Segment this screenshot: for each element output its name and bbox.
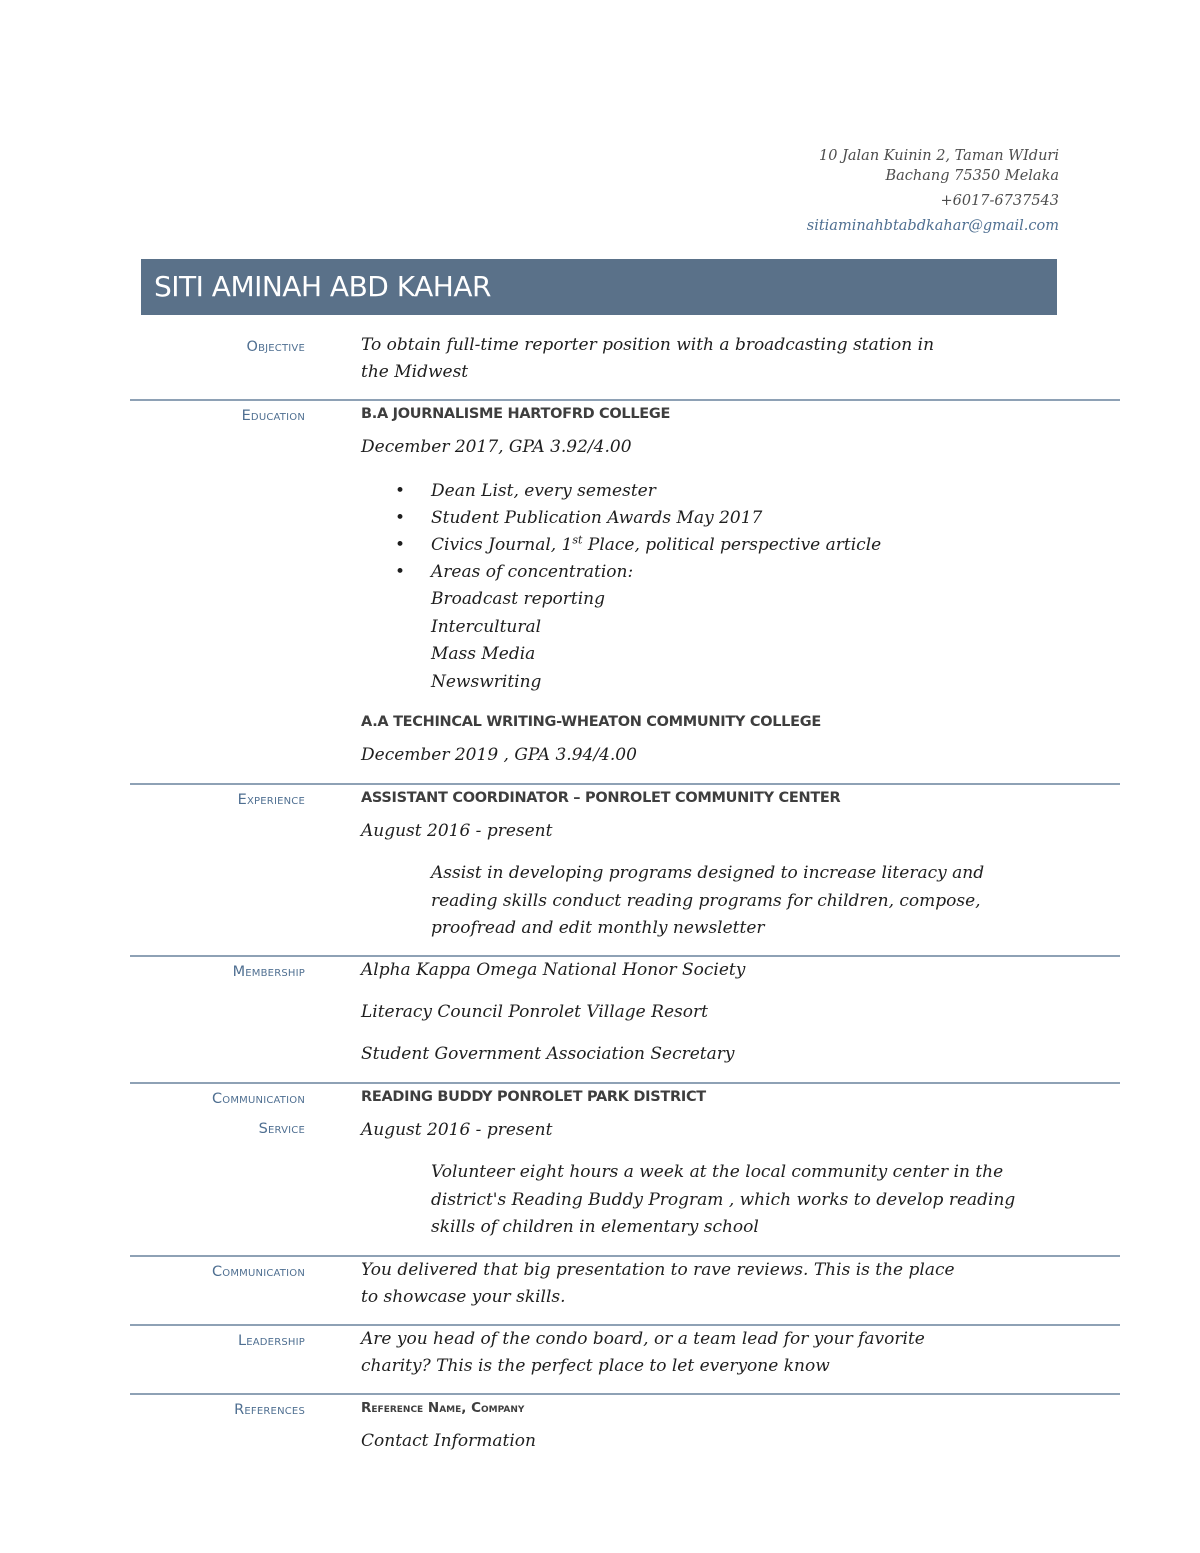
community-service-title: READING BUDDY PONROLET PARK DISTRICT — [361, 1089, 706, 1105]
leadership-text-line-2: charity? This is the perfect place to let everyone know — [361, 1356, 830, 1376]
education-label: Education — [241, 408, 305, 424]
community-service-desc-line: skills of children in elementary school — [431, 1217, 759, 1237]
experience-label: Experience — [237, 792, 305, 808]
degree-2-title: A.A TECHINCAL WRITING-WHEATON COMMUNITY COLLEGE — [361, 714, 821, 730]
membership-item: Student Government Association Secretary — [361, 1044, 735, 1064]
list-item: • Dean List, every semester — [361, 478, 1041, 505]
bullet-icon: • — [395, 481, 406, 501]
objective-text-line-1: To obtain full-time reporter position with a broadcasting station in — [361, 335, 935, 355]
community-service-date: August 2016 - present — [361, 1120, 553, 1140]
degree-1-title: B.A JOURNALISME HARTOFRD COLLEGE — [361, 406, 671, 422]
list-item: • Areas of concentration: — [361, 559, 1041, 586]
community-service-desc-line: district's Reading Buddy Program , which works to develop reading — [431, 1189, 1016, 1210]
communication-text-line-1: You delivered that big presentation to rave reviews. This is the place — [361, 1260, 955, 1280]
concentration-item: Mass Media — [431, 644, 536, 664]
name-banner — [141, 259, 1057, 315]
experience-desc-line: reading skills conduct reading programs for children, compose, — [431, 890, 981, 911]
list-item: • Student Publication Awards May 2017 — [361, 505, 1041, 532]
list-item: • Civics Journal, 1st Place, political perspective article — [361, 532, 1041, 559]
community-service-label-line-1: Communication — [211, 1091, 305, 1107]
bullet-icon: • — [395, 508, 406, 528]
communication-label: Communication — [211, 1264, 305, 1280]
concentration-item: Broadcast reporting — [431, 589, 606, 609]
concentration-item: Intercultural — [431, 616, 542, 637]
resume-name: SITI AMINAH ABD KAHAR — [154, 270, 491, 303]
address-line-2: Bachang 75350 Melaka — [885, 168, 1059, 184]
communication-text-line-2: to showcase your skills. — [361, 1287, 566, 1307]
address-line-1: 10 Jalan Kuinin 2, Taman WIduri — [819, 148, 1059, 164]
leadership-text-line-1: Are you head of the condo board, or a team lead for your favorite — [361, 1329, 925, 1349]
experience-title: ASSISTANT COORDINATOR – PONROLET COMMUNITY CENTER — [361, 790, 841, 806]
community-service-desc-line: Volunteer eight hours a week at the local community center in the — [431, 1162, 1004, 1182]
reference-contact-info: Contact Information — [361, 1431, 536, 1451]
objective-text-line-2: the Midwest — [361, 362, 469, 382]
references-label: References — [234, 1402, 305, 1418]
bullet-icon: • — [395, 562, 406, 582]
degree-1-date: December 2017, GPA 3.92/4.00 — [361, 437, 632, 457]
membership-item: Alpha Kappa Omega National Honor Society — [361, 960, 746, 980]
community-service-label-line-2: Service — [258, 1121, 305, 1137]
membership-label: Membership — [232, 964, 305, 980]
phone-number: +6017-6737543 — [940, 193, 1059, 209]
objective-label: Objective — [246, 339, 305, 355]
education-bullet-list — [361, 478, 1041, 586]
membership-item: Literacy Council Ponrolet Village Resort — [361, 1002, 708, 1022]
reference-name: Reference Name, Company — [361, 1400, 525, 1416]
contact-block — [807, 146, 1059, 236]
experience-desc-line: proofread and edit monthly newsletter — [431, 918, 765, 938]
experience-date: August 2016 - present — [361, 821, 553, 841]
experience-desc-line: Assist in developing programs designed to increase literacy and — [431, 863, 985, 883]
email-address: sitiaminahbtabdkahar@gmail.com — [806, 218, 1059, 234]
bullet-icon: • — [395, 535, 406, 555]
concentration-item: Newswriting — [431, 671, 542, 692]
degree-2-date: December 2019 , GPA 3.94/4.00 — [361, 745, 637, 765]
leadership-label: Leadership — [237, 1333, 305, 1349]
